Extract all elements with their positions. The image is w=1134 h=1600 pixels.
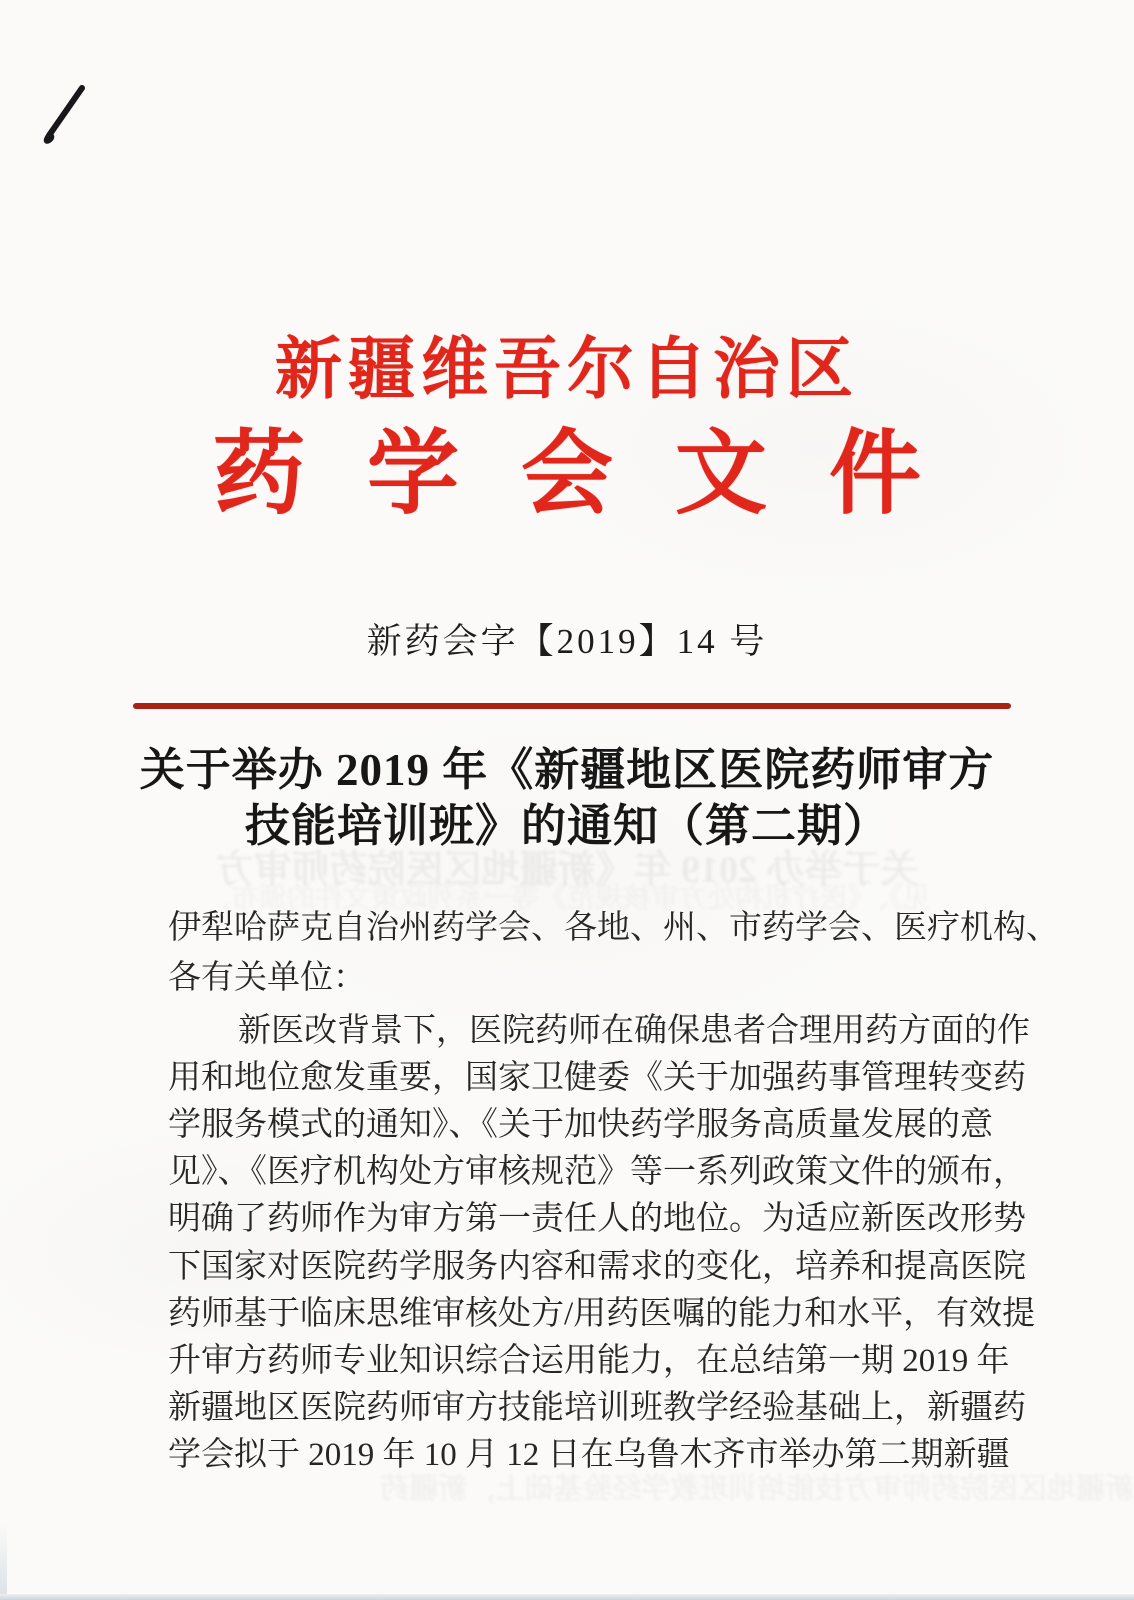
salutation-line2: 各有关单位：	[168, 960, 366, 996]
notice-title-line1: 关于举办 2019 年《新疆地区医院药师审方	[139, 745, 995, 795]
salutation-line1: 伊犁哈萨克自治州药学会、各地、州、市药学会、医疗机构、	[168, 910, 1059, 946]
org-name-line1: 新疆维吾尔自治区	[275, 333, 859, 407]
doc-number: 新药会字【2019】14 号	[366, 622, 768, 661]
body-line: 新疆地区医院药师审方技能培训班教学经验基础上，新疆药	[168, 1390, 1026, 1426]
red-rule-divider	[133, 703, 1011, 709]
bleed-through-text: 见》、《医疗机构处方审核规范》等一系列政策文件的颁布，	[203, 883, 932, 914]
body-line: 升审方药师专业知识综合运用能力，在总结第一期 2019 年	[168, 1343, 1010, 1379]
body-line: 用和地位愈发重要，国家卫健委《关于加强药事管理转变药	[168, 1060, 1026, 1096]
pen-stroke-mark-icon	[36, 80, 92, 152]
body-line: 明确了药师作为审方第一责任人的地位。为适应新医改形势	[168, 1201, 1026, 1237]
notice-title-line2: 技能培训班》的通知（第二期）	[244, 801, 889, 851]
body-line: 见》、《医疗机构处方审核规范》等一系列政策文件的颁布，	[168, 1154, 1026, 1190]
bleed-through-text: 关于举办 2019 年《新疆地区医院药师审方	[215, 849, 919, 891]
body-line: 下国家对医院药学服务内容和需求的变化，培养和提高医院	[168, 1249, 1026, 1285]
body-line: 学服务模式的通知》、《关于加快药学服务高质量发展的意	[168, 1107, 993, 1143]
org-name-line2: 药学会文件	[212, 423, 983, 525]
body-line: 药师基于临床思维审核处方/用药医嘱的能力和水平，有效提	[168, 1296, 1036, 1332]
bleed-through-text: 新疆地区医院药师审方技能培训班教学经验基础上，新疆药	[379, 1473, 1134, 1505]
scan-bottom-edge	[0, 1594, 1134, 1600]
scan-edge-shadow	[0, 1522, 7, 1594]
body-line: 学会拟于 2019 年 10 月 12 日在乌鲁木齐市举办第二期新疆	[168, 1437, 1010, 1473]
body-line: 新医改背景下，医院药师在确保患者合理用药方面的作	[238, 1013, 1030, 1049]
